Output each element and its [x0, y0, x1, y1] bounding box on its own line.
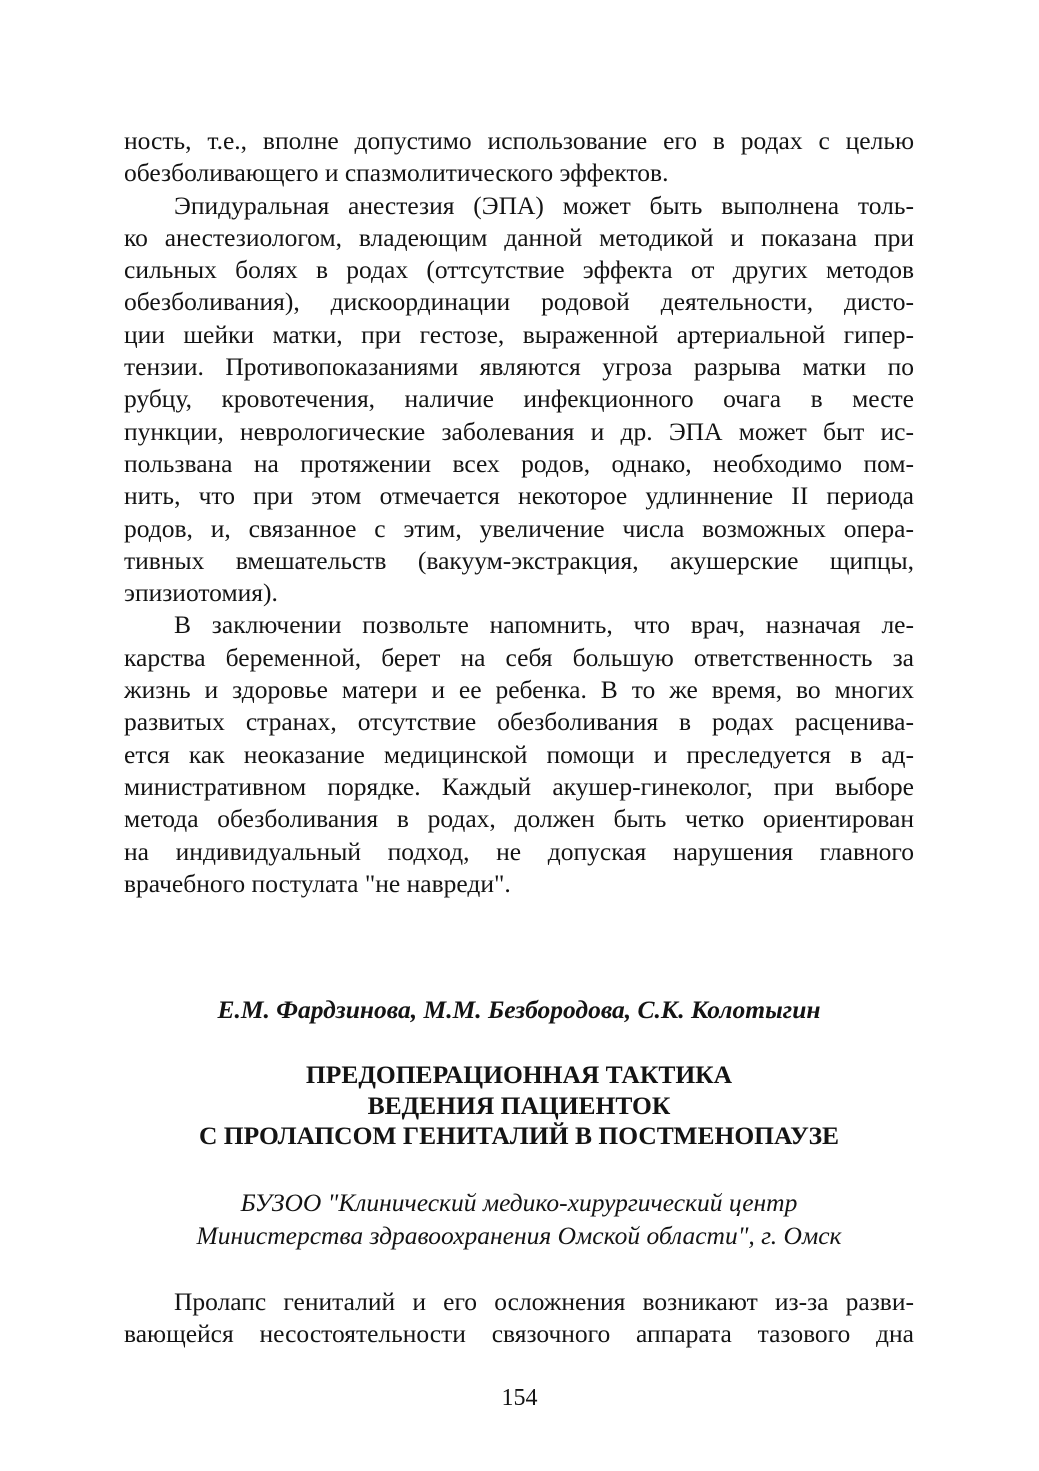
title-line: С ПРОЛАПСОМ ГЕНИТАЛИЙ В ПОСТМЕНОПАУЗЕ: [198, 1121, 840, 1150]
paragraph-epidural: [124, 190, 914, 610]
affiliation-line: БУЗОО "Клинический медико-хирургический центр: [240, 1188, 798, 1217]
title-line: ПРЕДОПЕРАЦИОННАЯ ТАКТИКА: [305, 1060, 733, 1089]
text-line: пункции, неврологические заболевания и др. ЭПА может быт ис-: [124, 416, 914, 446]
text-line: развитых странах, отсутствие обезболивания в родах расценива-: [124, 707, 914, 737]
text-line: сильных болях в родах (оттсутствие эффекта от других методов: [124, 255, 914, 285]
text-line: карства беременной, берет на себя большую ответственность за: [124, 642, 914, 672]
article-authors: Е.М. Фардзинова, М.М. Безбородова, С.К. Колотыгин: [217, 995, 821, 1024]
text-line: пользвана на протяжении всех родов, однако, необходимо пом-: [124, 448, 914, 478]
text-line: врачебного постулата "не навреди".: [124, 868, 511, 898]
text-line: эпизиотомия).: [124, 578, 278, 608]
text-line: вающейся несостоятельности связочного аппарата тазового дна: [124, 1319, 914, 1349]
affiliation-line: Министерства здравоохранения Омской области", г. Омск: [196, 1221, 842, 1250]
text-line: Пролапс гениталий и его осложнения возникают из-за разви-: [174, 1287, 914, 1316]
article-body: [124, 1286, 914, 1351]
text-line: метода обезболивания в родах, должен быть четко ориентирован: [124, 804, 914, 834]
text-line: тензии. Противопоказаниями являются угроза разрыва матки по: [124, 352, 914, 382]
text-line: министративном порядке. Каждый акушер-гинеколог, при выборе: [124, 771, 914, 801]
text-line: В заключении позвольте напомнить, что врач, назначая ле-: [174, 610, 914, 640]
text-line: жизнь и здоровье матери и ее ребенка. В то же время, во многих: [124, 675, 914, 705]
text-line: рубцу, кровотечения, наличие инфекционного очага в месте: [124, 384, 914, 414]
text-line: на индивидуальный подход, не допуская нарушения главного: [124, 836, 914, 866]
text-line: родов, и, связанное с этим, увеличение числа возможных опера-: [124, 513, 914, 543]
paragraph-analgesia-continuation: [124, 125, 914, 190]
text-line: ность, т.е., вполне допустимо использование его в родах с целью: [124, 126, 914, 155]
text-line: Эпидуральная анестезия (ЭПА) может быть выполнена толь-: [174, 190, 914, 220]
article-title: [124, 1060, 914, 1152]
text-line: ется как неоказание медицинской помощи и преследуется в ад-: [124, 739, 914, 769]
title-line: ВЕДЕНИЯ ПАЦИЕНТОК: [367, 1090, 671, 1120]
text-line: ко анестезиологом, владеющим данной методикой и показана при: [124, 222, 914, 252]
text-line: обезболивающего и спазмолитического эффектов.: [124, 158, 669, 188]
paragraph-prolapse: [124, 1286, 914, 1351]
paragraph-conclusion: [124, 609, 914, 900]
body-text-top: [124, 125, 914, 900]
article-affiliation: [124, 1186, 914, 1252]
text-line: нить, что при этом отмечается некоторое удлиннение II периода: [124, 481, 914, 511]
text-line: ции шейки матки, при гестозе, выраженной артериальной гипер-: [124, 319, 914, 349]
page-number: 154: [501, 1385, 538, 1411]
text-line: обезболивания), дискоординации родовой деятельности, дисто-: [124, 287, 914, 317]
text-line: тивных вмешательств (вакуум-экстракция, акушерские щипцы,: [124, 545, 914, 575]
